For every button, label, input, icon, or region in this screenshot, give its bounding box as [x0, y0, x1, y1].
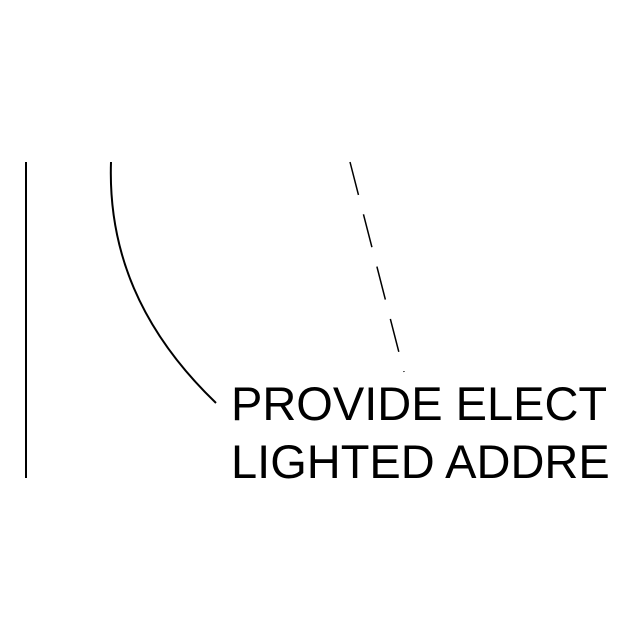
annotation-line-2: LIGHTED ADDRE — [231, 435, 610, 488]
dashed-centerline — [350, 162, 404, 372]
annotation-line-1: PROVIDE ELECT — [231, 377, 608, 430]
curved-leader-line — [111, 162, 216, 403]
